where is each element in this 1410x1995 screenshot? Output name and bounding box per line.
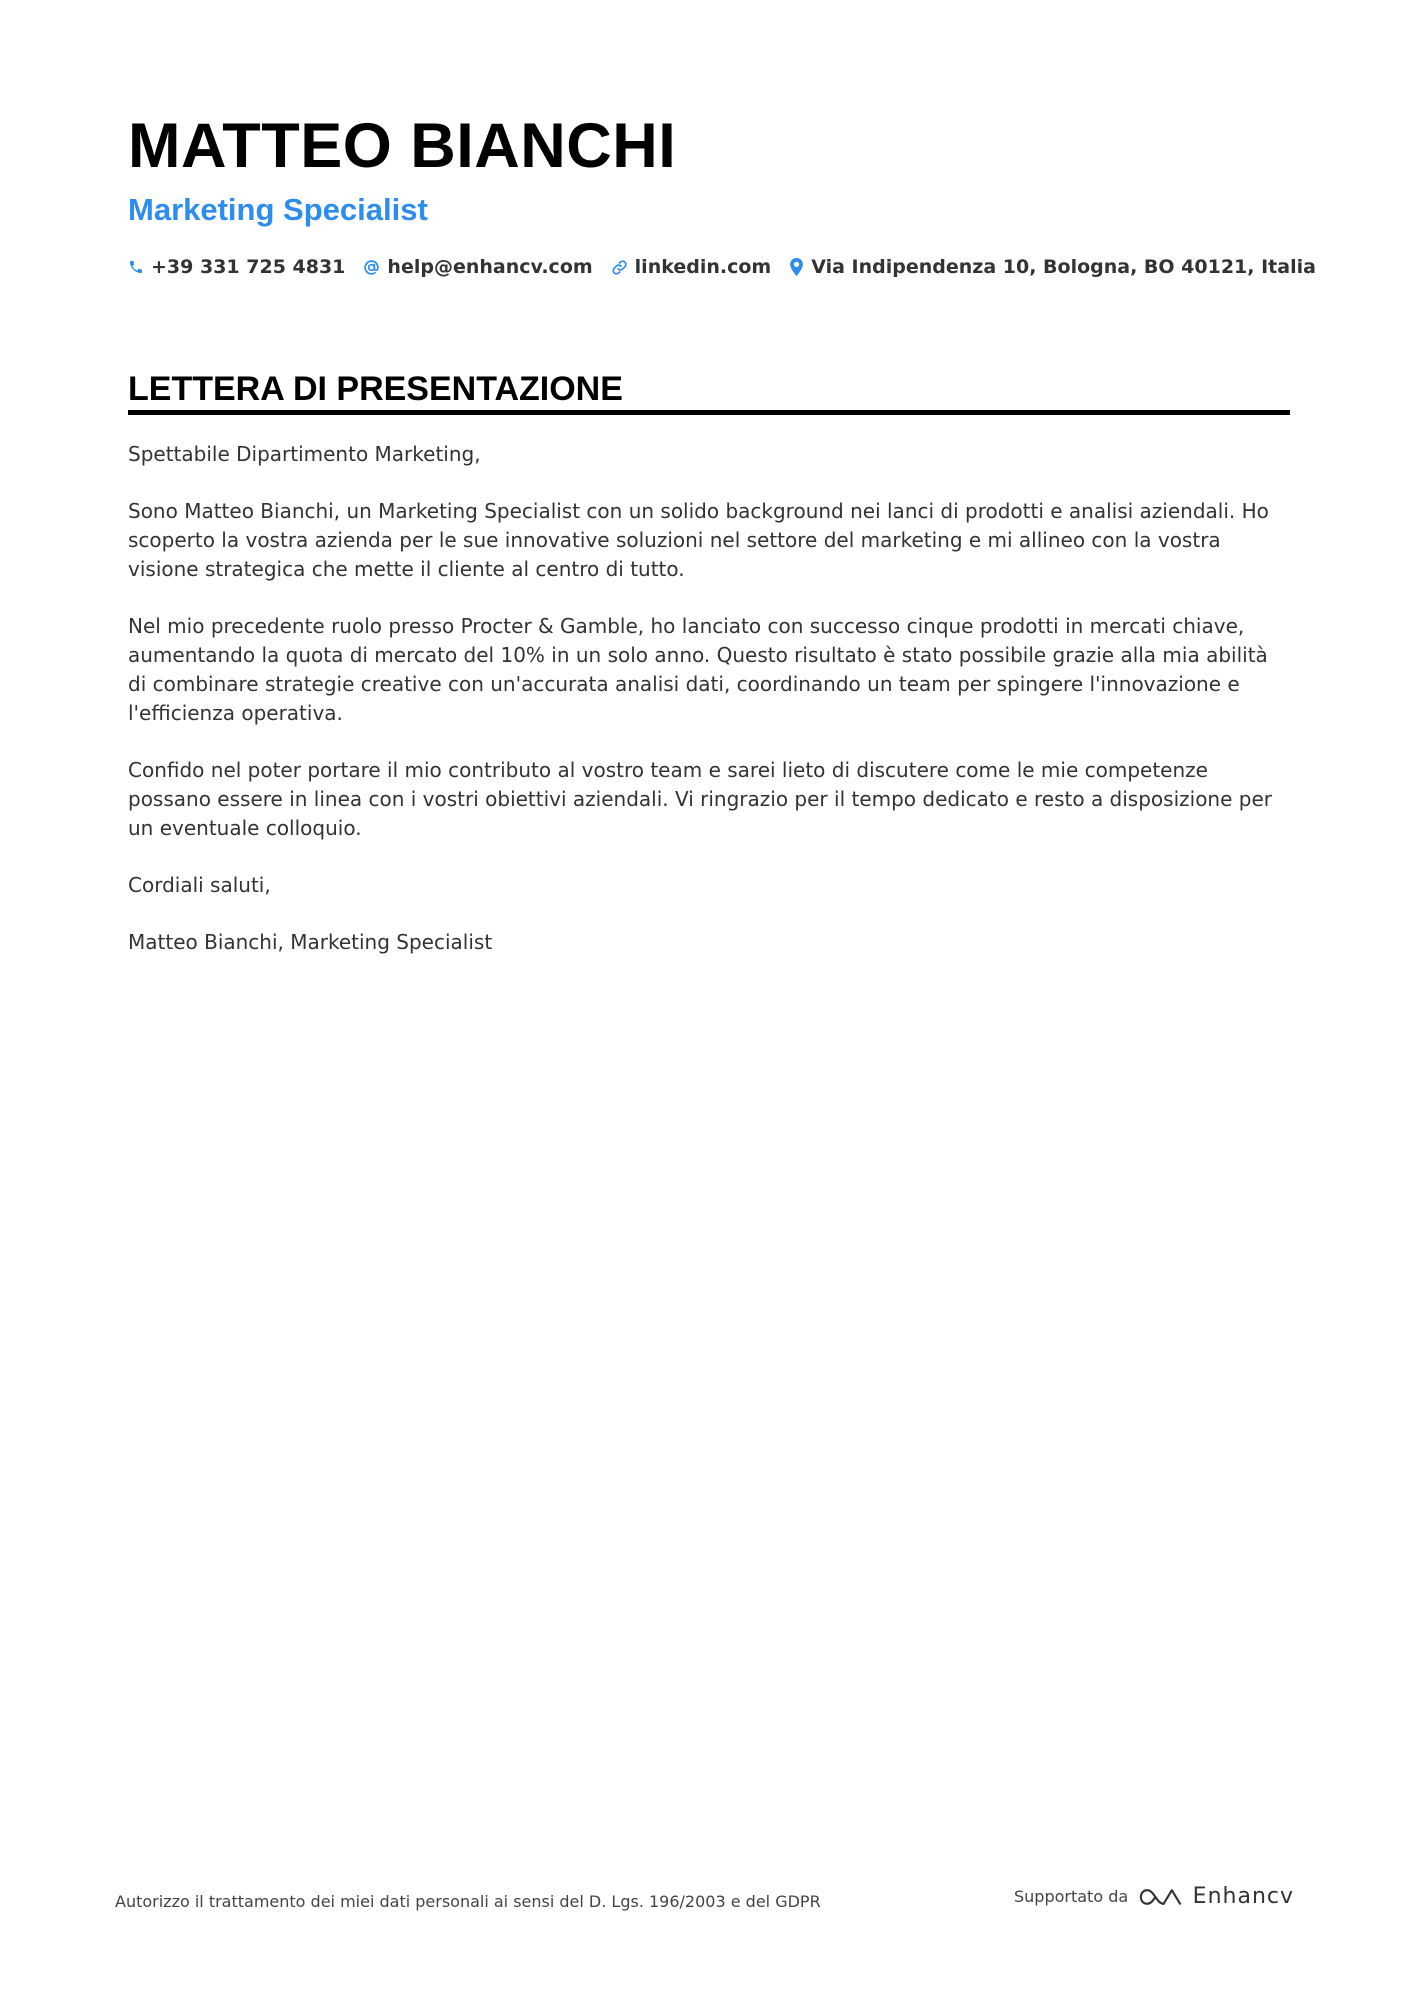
contact-address: [789, 252, 1316, 282]
contact-email[interactable]: [363, 252, 592, 282]
location-pin-icon: [789, 258, 804, 276]
link-icon: [611, 259, 628, 276]
letter-closing: Cordiali saluti,: [128, 873, 271, 897]
candidate-role: Marketing Specialist: [128, 192, 428, 227]
contact-linkedin-text: linkedin.com: [634, 256, 772, 278]
contact-phone[interactable]: [128, 252, 345, 282]
phone-icon: [128, 259, 144, 275]
letter-body: [128, 440, 1290, 985]
contact-address-text: Via Indipendenza 10, Bologna, BO 40121, Italia: [811, 256, 1316, 278]
section-title: LETTERA DI PRESENTAZIONE: [128, 370, 623, 408]
powered-by-footer[interactable]: [1014, 1884, 1294, 1910]
letter-salutation: Spettabile Dipartimento Marketing,: [128, 442, 481, 466]
letter-paragraph: Nel mio precedente ruolo presso Procter & Gamble, ho lanciato con successo cinque prodotti in mercati chiave, aumentando la quota di mercato del 10% in un solo anno. Questo risultato è stato possibile grazie alla mia abilità di combinare strategie creative con un'accurata analisi dati, coordinando un team per spingere l'innovazione e l'efficienza operativa.: [128, 614, 1268, 725]
letter-paragraph: Sono Matteo Bianchi, un Marketing Specialist con un solido background nei lanci di prodotti e analisi aziendali. Ho scoperto la vostra azienda per le sue innovative soluzioni nel settore del marketing e mi allineo con la vostra visione strategica che mette il cliente al centro di tutto.: [128, 499, 1269, 581]
consent-footer: Autorizzo il trattamento dei miei dati personali ai sensi del D. Lgs. 196/2003 e del GDPR: [115, 1892, 821, 1911]
letter-signature: Matteo Bianchi, Marketing Specialist: [128, 930, 493, 954]
contact-email-text: help@enhancv.com: [387, 256, 593, 278]
contact-phone-text: +39 331 725 4831: [151, 256, 346, 278]
enhancv-logo-icon: [1138, 1885, 1183, 1909]
contact-linkedin[interactable]: [611, 252, 772, 282]
powered-by-label: Supportato da: [1014, 1887, 1129, 1906]
contact-bar: [128, 252, 1316, 282]
section-divider: [128, 410, 1290, 415]
candidate-name: MATTEO BIANCHI: [128, 111, 677, 181]
letter-paragraph: Confido nel poter portare il mio contributo al vostro team e sarei lieto di discutere come le mie competenze possano essere in linea con i vostri obiettivi aziendali. Vi ringrazio per il tempo dedicato e resto a disposizione per un eventuale colloquio.: [128, 758, 1272, 840]
enhancv-brand: Enhancv: [1192, 1884, 1294, 1909]
at-icon: [363, 259, 380, 276]
